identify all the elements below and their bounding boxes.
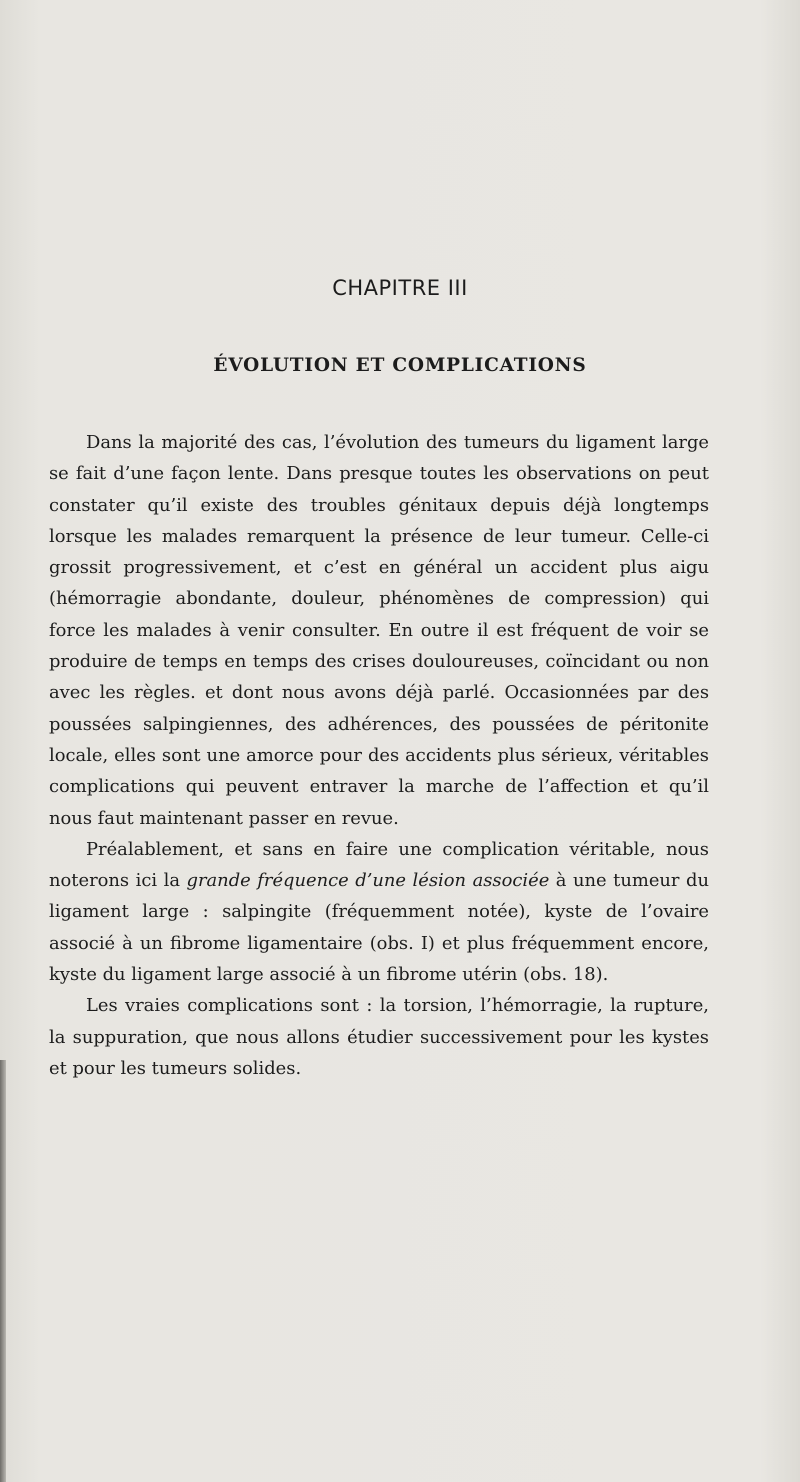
paragraph-2-after: à une tumeur du ligament large : salpingite (fréquemment notée), kyste de l’ovaire associé à un fibrome ligamentaire (obs. I) et plus fréquemment encore, kyste du ligament large associé à un fibrome utérin (obs. 18). [49, 870, 709, 986]
chapter-number: CHAPITRE III [332, 276, 468, 300]
chapter-title: ÉVOLUTION ET COMPLICATIONS [213, 355, 587, 376]
page-edge-shadow [0, 1060, 6, 1482]
paragraph-3: Les vraies complications sont : la torsion, l’hémorragie, la rupture, la suppuration, que nous allons étudier successivement pour les kystes et pour les tumeurs solides. [49, 995, 709, 1079]
paragraph-1: Dans la majorité des cas, l’évolution des tumeurs du ligament large se fait d’une façon lente. Dans presque toutes les observations on peut constater qu’il existe des troubles génitaux depuis déjà longtemps lorsque les malades remarquent la présence de leur tumeur. Celle-ci grossit progressivement, et c’est en général un accident plus aigu (hémorragie abondante, douleur, phénomènes de compression) qui force les malades à venir consulter. En outre il est fréquent de voir se produire de temps en temps des crises douloureuses, coïncidant ou non avec les règles. et dont nous avons déjà parlé. Occasionnées par des poussées salpingiennes, des adhérences, des poussées de péritonite locale, elles sont une amorce pour des accidents plus sérieux, véritables complications qui peuvent entraver la marche de l’affection et qu’il nous faut maintenant passer en revue. [49, 432, 709, 829]
paragraph-2-emphasis: grande fréquence d’une lésion associée [186, 870, 550, 892]
paragraph-2-before: Préalablement, et sans en faire une complication véritable, nous noterons ici la [49, 838, 709, 892]
chapter-body [49, 427, 709, 1084]
paragraph-2 [49, 834, 709, 990]
